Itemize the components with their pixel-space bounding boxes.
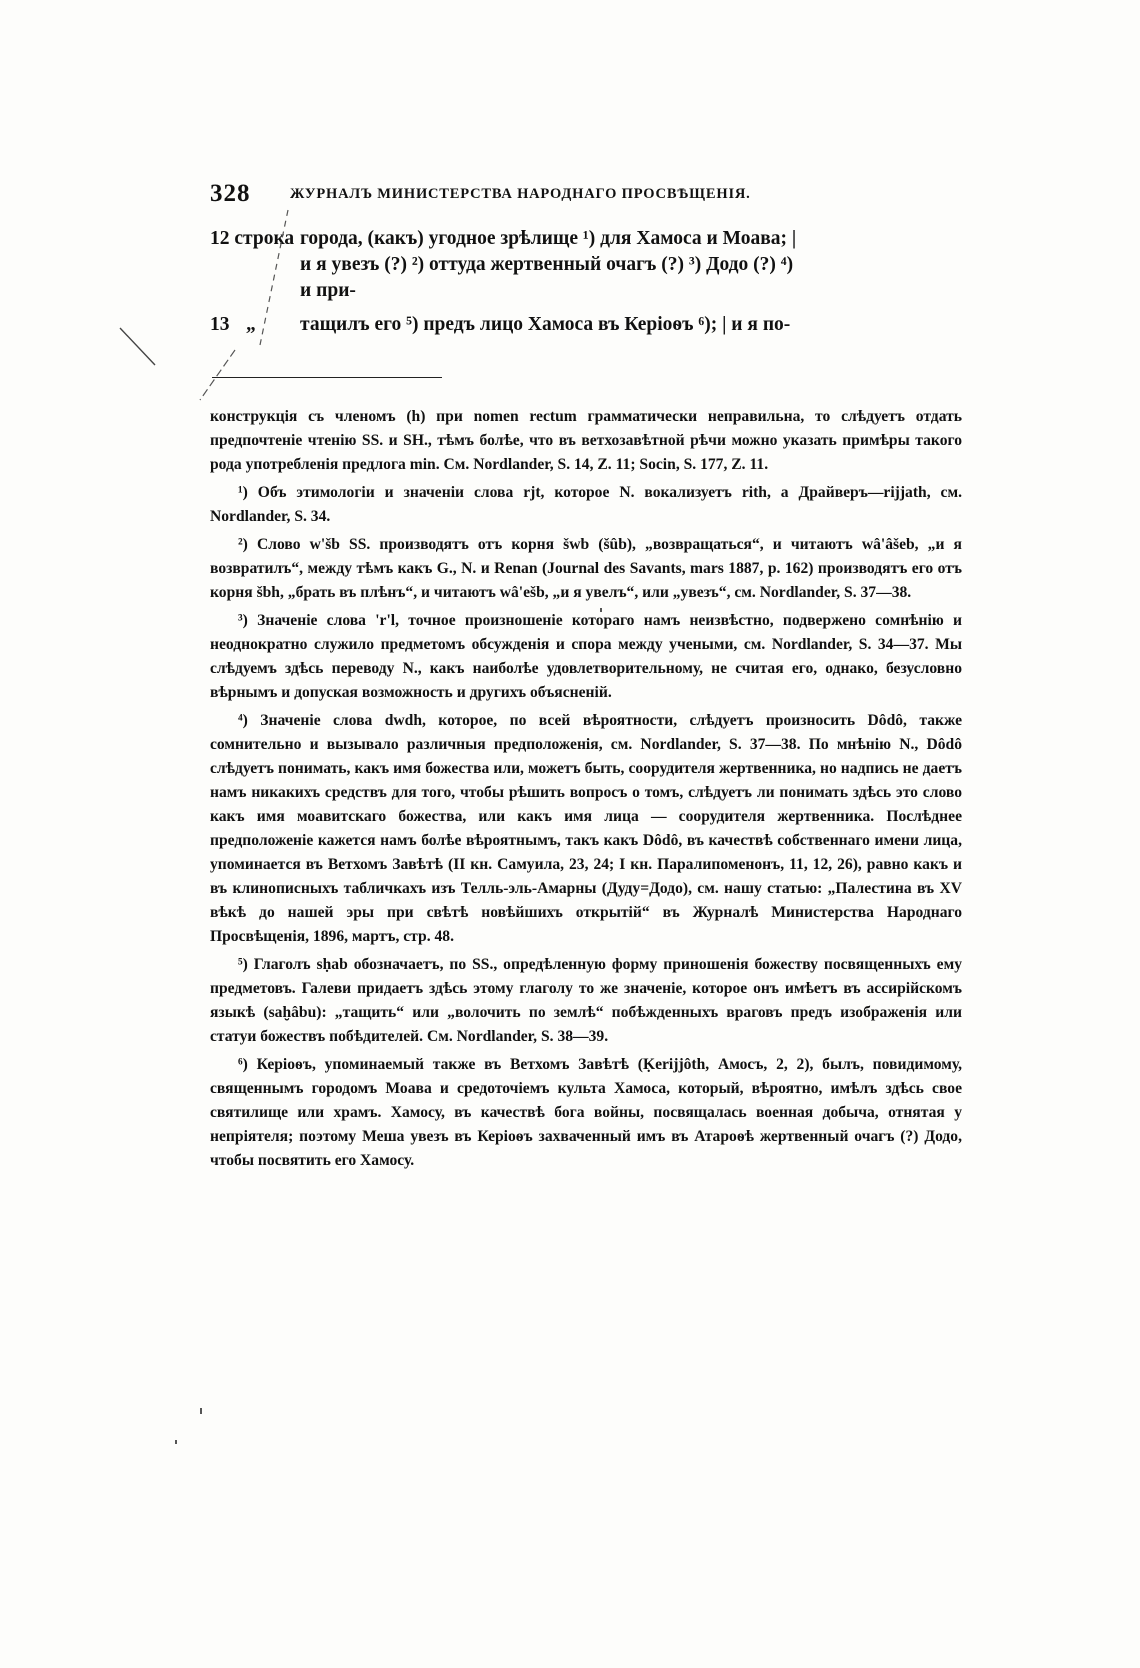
line-label-12: 12 строка xyxy=(210,228,295,249)
footnote-6: ⁶) Керіоѳъ, упоминаемый также въ Ветхомъ Завѣтѣ (Ḳerijjôth, Амосъ, 2, 2), былъ, повидимому, священнымъ городомъ Моава и средоточіемъ культа Хамоса, который, вѣроятно, имѣлъ здѣсь свое святилище или храмъ. Хамосу, въ качествѣ бога войны, посвящалась военная добыча, отнятая у непріятеля; поэтому Меша увезъ въ Керіоѳъ захваченный имъ въ Атароѳѣ жертвенный очагъ (?) Додо, чтобы посвятить его Хамосу. xyxy=(210,1056,962,1169)
footnote-1: ¹) Объ этимологіи и значеніи слова rjt, которое N. вокализуетъ rith, а Драйверъ—rijjath, см. Nordlander, S. 34. xyxy=(210,484,962,525)
footnotes xyxy=(210,405,962,1177)
scan-speck xyxy=(175,1440,177,1444)
page-number: 328 xyxy=(210,180,251,207)
footnote-5: ⁵) Глаголъ sḥab обозначаетъ, по SS., опредѣленную форму приношенія божеству посвященныхъ ему предметовъ. Галеви придаетъ здѣсь этому глаголу то же значеніе, которое онъ имѣетъ въ ассирійскомъ языкѣ (saḫâbu): „тащить“ или „волочить по землѣ“ побѣжденныхъ враговъ предъ изображенія или статуи божествъ побѣдителей. См. Nordlander, S. 38—39. xyxy=(210,956,962,1045)
margin-pencil-marks xyxy=(110,200,310,420)
main-line-12b: и я увезъ (?) ²) оттуда жертвенный очагъ (?) ³) Додо (?) ⁴) xyxy=(300,254,794,275)
scan-speck xyxy=(200,1408,202,1414)
line-label-13-mark: „ xyxy=(246,314,256,335)
footnote-continuation: конструкція съ членомъ (h) при nomen rectum грамматически неправильна, то слѣдуетъ отдать предпочтеніе чтенію SS. и SH., тѣмъ болѣе, что въ ветхозавѣтной рѣчи можно указать примѣры такого рода употребленія предлога min. См. Nordlander, S. 14, Z. 11; Socin, S. 177, Z. 11. xyxy=(210,408,962,473)
main-line-13: тащилъ его ⁵) предъ лицо Хамоса въ Керіоѳъ ⁶); | и я по- xyxy=(300,314,791,335)
footnote-rule xyxy=(212,377,442,378)
line-label-13: 13 xyxy=(210,314,230,335)
footnote-4: ⁴) Значеніе слова dwdh, которое, по всей вѣроятности, слѣдуетъ произносить Dôdô, также сомнительно и вызывало различныя предположенія, см. Nordlander, S. 37—38. По мнѣнію N., Dôdô слѣдуетъ понимать, какъ имя божества или, можетъ быть, соорудителя жертвенника, но надпись не даетъ намъ никакихъ средствъ для того, чтобы рѣшить вопросъ о томъ, слѣдуетъ ли понимать здѣсь это слово какъ имя моавитскаго божества, или какъ имя лица — соорудителя жертвенника. Послѣднее предположеніе кажется намъ болѣе вѣроятнымъ, такъ какъ Dôdô, въ качествѣ собственнаго имени лица, упоминается въ Ветхомъ Завѣтѣ (II кн. Самуила, 23, 24; I кн. Паралипоменонъ, 11, 12, 26), равно какъ и въ клинописныхъ табличкахъ изъ Телль-эль-Амарны (Дуду=Додо), см. нашу статью: „Палестина въ XV вѣкѣ до нашей эры при свѣтѣ новѣйшихъ открытій“ въ Журналѣ Министерства Народнаго Просвѣщенія, 1896, мартъ, стр. 48. xyxy=(210,712,962,945)
footnote-3: ³) Значеніе слова 'r'l, точное произношеніе котораго намъ неизвѣстно, подвержено сомнѣнію и неоднократно служило предметомъ обсужденія и спора между учеными, см. Nordlander, S. 34—37. Мы слѣдуемъ здѣсь переводу N., какъ наиболѣе удовлетворительному, не считая его, однако, безусловно вѣрнымъ и допуская возможность и другихъ объясненій. xyxy=(210,612,962,701)
main-line-12c: и при- xyxy=(300,280,356,301)
running-title: ЖУРНАЛЪ МИНИСТЕРСТВА НАРОДНАГО ПРОСВѢЩЕНІЯ. xyxy=(290,186,751,202)
main-line-12a: города, (какъ) угодное зрѣлище ¹) для Хамоса и Моава; | xyxy=(300,228,797,249)
footnote-2: ²) Слово w'šb SS. производятъ отъ корня šwb (šûb), „возвращаться“, и читаютъ wâ'âšeb, „и я возвратилъ“, между тѣмъ какъ G., N. и Renan (Journal des Savants, mars 1887, p. 162) производятъ его отъ корня šbh, „брать въ плѣнъ“, и читаютъ wâ'ešb, „и я увелъ“, или „увезъ“, см. Nordlander, S. 37—38. xyxy=(210,536,962,601)
scan-speck xyxy=(600,608,602,612)
